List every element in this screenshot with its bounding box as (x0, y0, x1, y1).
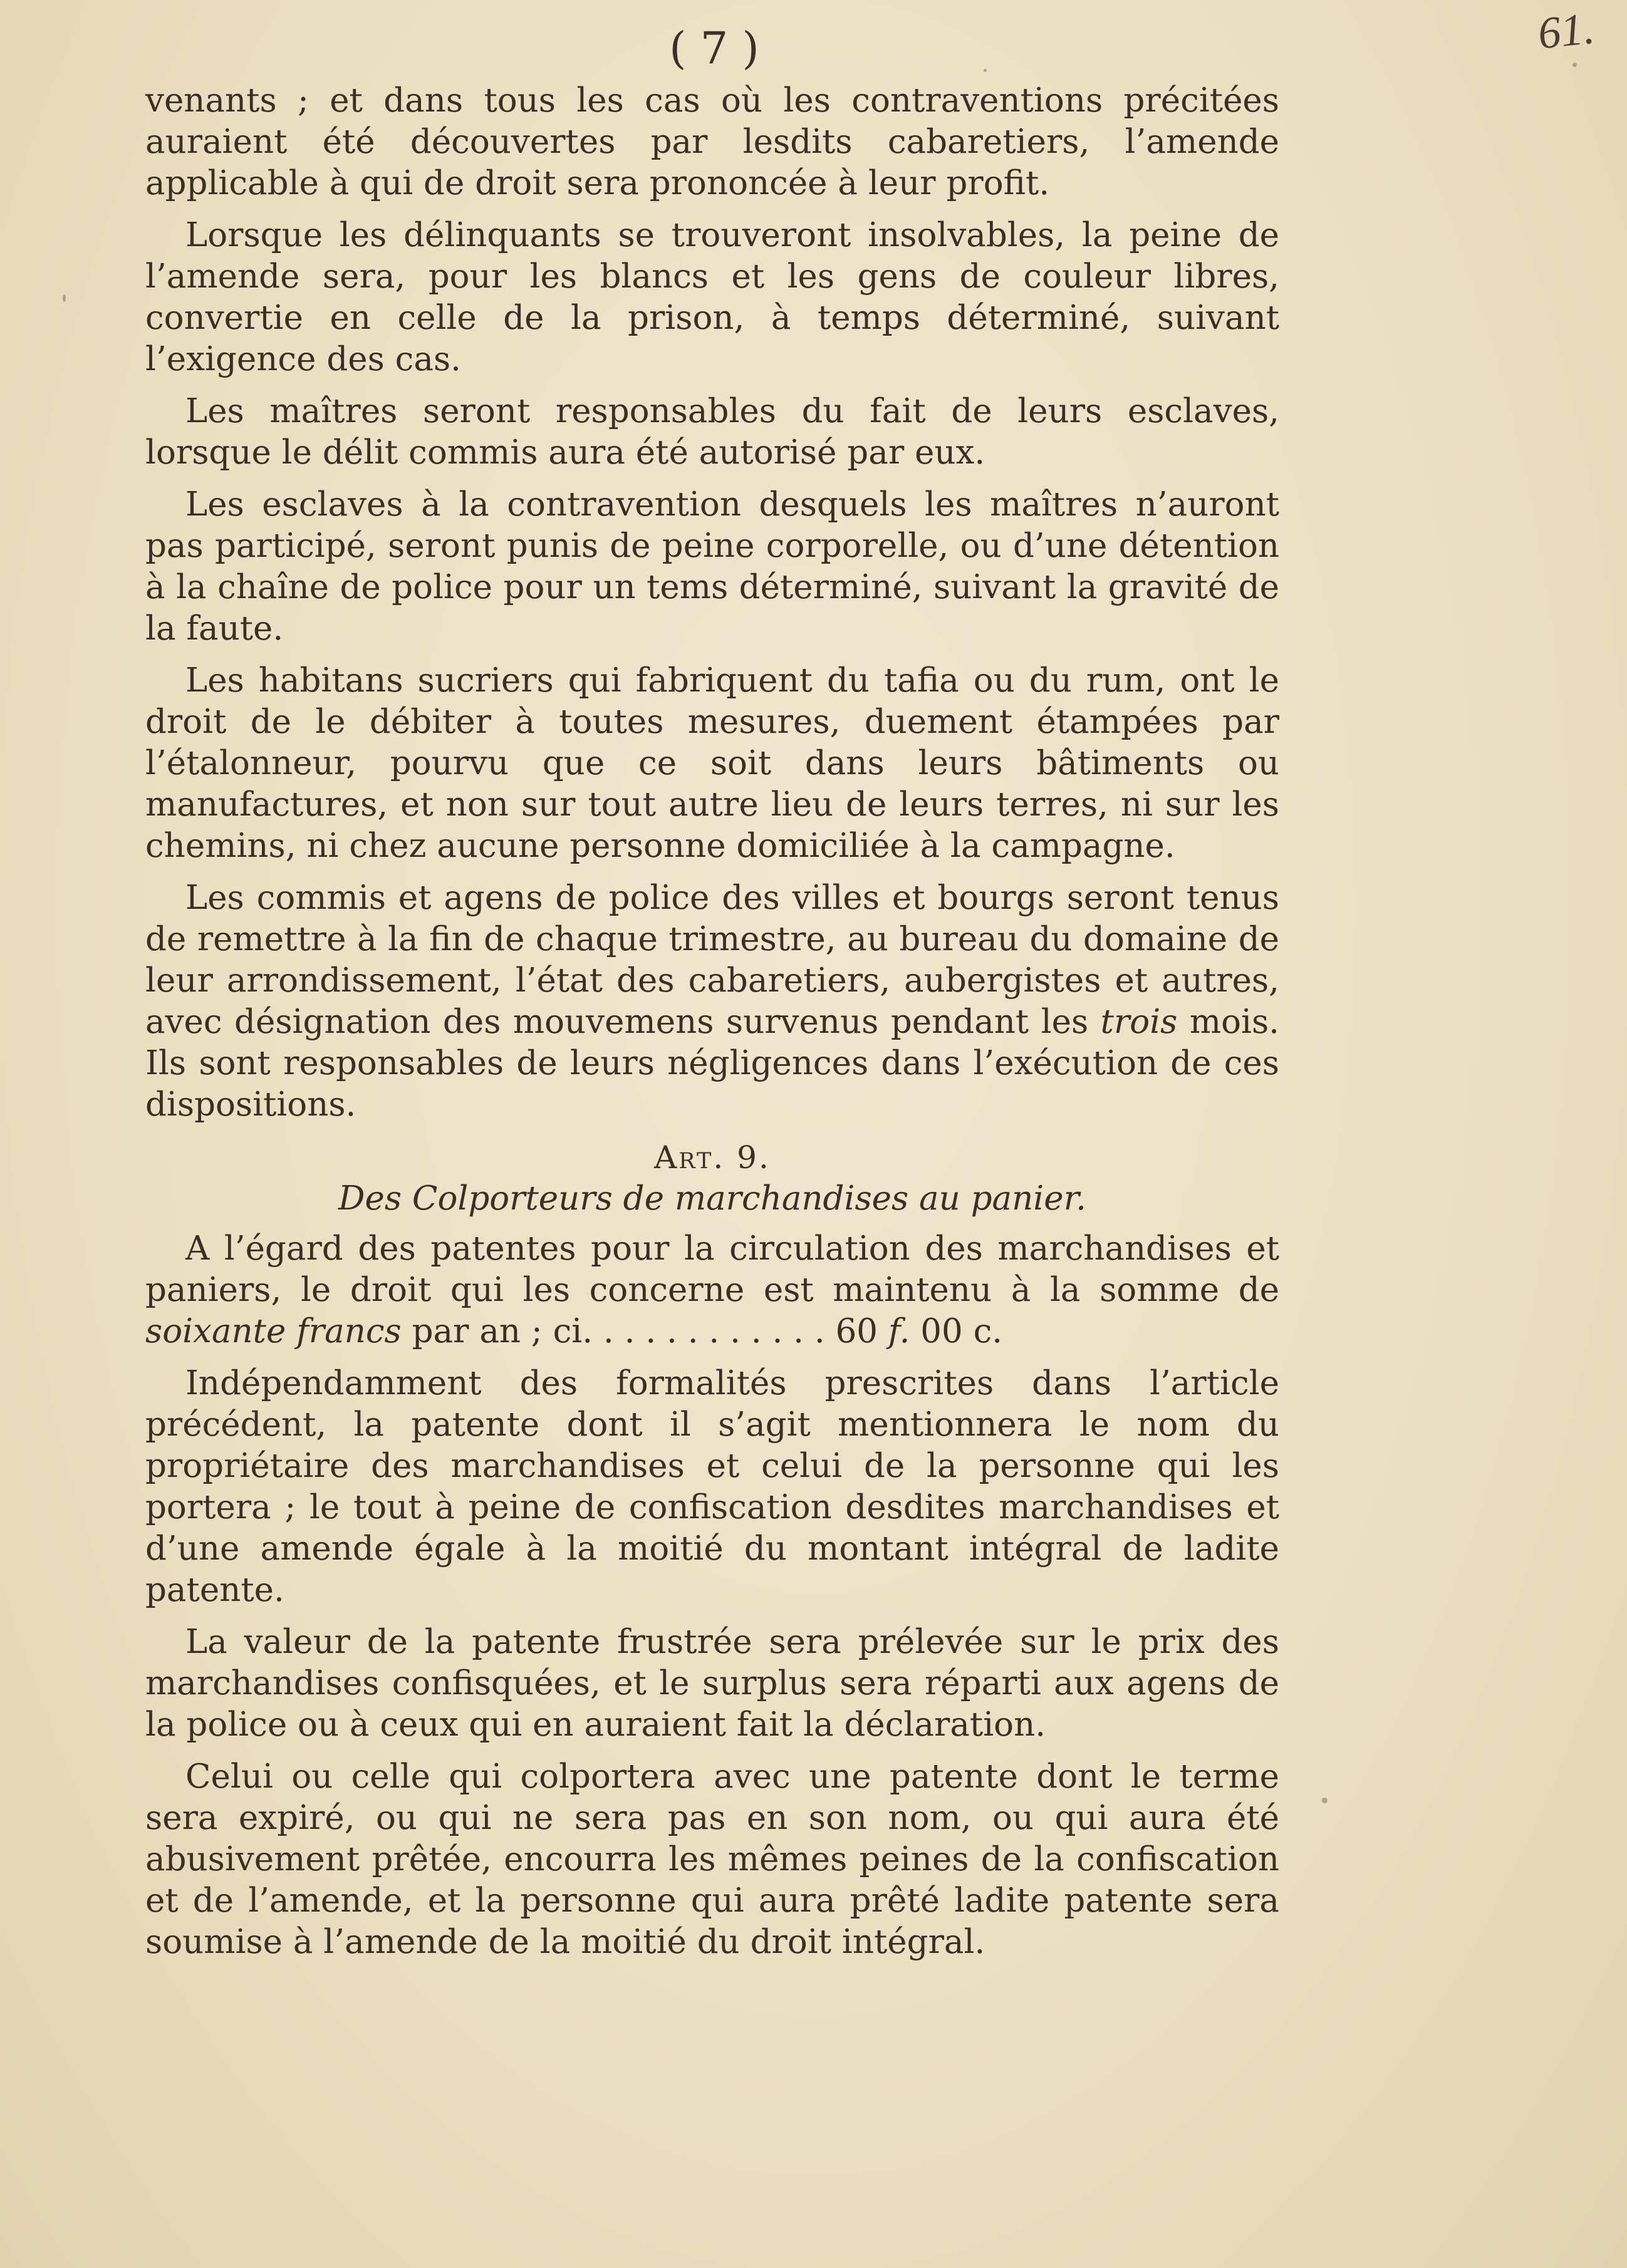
page-number: ( 7 ) (669, 23, 759, 74)
paragraph-droit-text: A l’égard des patentes pour la circulation des marchandises et paniers, le droit qui les concerne est maintenu à la somme de (145, 1230, 1279, 1309)
italic-trois: trois (1100, 1003, 1178, 1041)
article-label: Art. (654, 1139, 725, 1176)
unit-centimes: 00 c. (910, 1312, 1003, 1350)
paragraph-commis-text: Les commis et agens de police des villes et bourgs seront tenus de remettre à la fin de chaque trimestre, au bureau du domaine de leur arrondissement, l’état des cabaretiers, aubergistes et autres, avec désignation des mouvemens survenus pendant les (145, 879, 1279, 1041)
paragraph-esclaves: Les esclaves à la contravention desquels les maîtres n’auront pas participé, seront punis de peine corporelle, ou d’une détention à la chaîne de police pour un tems déterminé, suivant la gravité de la faute. (145, 485, 1279, 648)
unit-francs: f. (888, 1312, 910, 1350)
paper-speck (1322, 1798, 1328, 1803)
article-title: Des Colporteurs de marchandises au panier. (338, 1179, 1086, 1218)
body-text (145, 80, 1279, 1974)
paragraph-droit-leader: par an ; ci. . . . . . . . . . . . 60 (401, 1312, 888, 1350)
paragraph-droit (145, 1228, 1279, 1352)
paper-speck (63, 294, 66, 302)
paragraph-habitans: Les habitans sucriers qui fabriquent du tafia ou du rum, ont le droit de le débiter à toutes mesures, duement étampées par l’étalonneur, pourvu que ce soit dans leurs bâtiments ou manufactures, et non sur tout autre lieu de leurs terres, ni sur les chemins, ni chez aucune personne domiciliée à la campagne. (145, 661, 1279, 865)
italic-soixante-francs: soixante francs (145, 1312, 402, 1350)
paragraph-formalites: Indépendamment des formalités prescrites dans l’article précédent, la patente dont il s’agit mentionnera le nom du propriétaire des marchandises et celui de la personne qui les portera ; le tout à peine de confiscation desdites marchandises et d’une amende égale à la moitié du montant intégral de ladite patente. (145, 1364, 1279, 1609)
paragraph-maitres: Les maîtres seront responsables du fait de leurs esclaves, lorsque le délit commis aura été autorisé par eux. (145, 392, 1279, 472)
paper-speck (984, 69, 987, 72)
article-heading (145, 1137, 1279, 1178)
paragraph-continuation: venants ; et dans tous les cas où les contraventions précitées auraient été découvertes par lesdits cabaretiers, l’amende applicable à qui de droit sera prononcée à leur profit. (145, 81, 1279, 202)
handwritten-folio-number: 61. (1536, 3, 1597, 59)
article-number: 9. (737, 1139, 771, 1176)
paragraph-insolvables: Lorsque les délinquants se trouveront insolvables, la peine de l’amende sera, pour les blancs et les gens de couleur libres, convertie en celle de la prison, à temps déterminé, suivant l’exigence des cas. (145, 216, 1279, 378)
paragraph-valeur: La valeur de la patente frustrée sera prélevée sur le prix des marchandises confisquées, et le surplus sera réparti aux agens de la police ou à ceux qui en auraient fait la déclaration. (145, 1623, 1279, 1744)
paragraph-commis (145, 878, 1279, 1126)
paragraph-commis-end: mois. Ils sont responsables de leurs négligences dans l’exécution de ces dispositions. (145, 1003, 1279, 1124)
paper-speck (1572, 63, 1577, 67)
paragraph-celui: Celui ou celle qui colportera avec une patente dont le terme sera expiré, ou qui ne sera pas en son nom, ou qui aura été abusivement prêtée, encourra les mêmes peines de la confiscation et de l’amende, et la personne qui aura prêté ladite patente sera soumise à l’amende de la moitié du droit intégral. (145, 1758, 1279, 1961)
